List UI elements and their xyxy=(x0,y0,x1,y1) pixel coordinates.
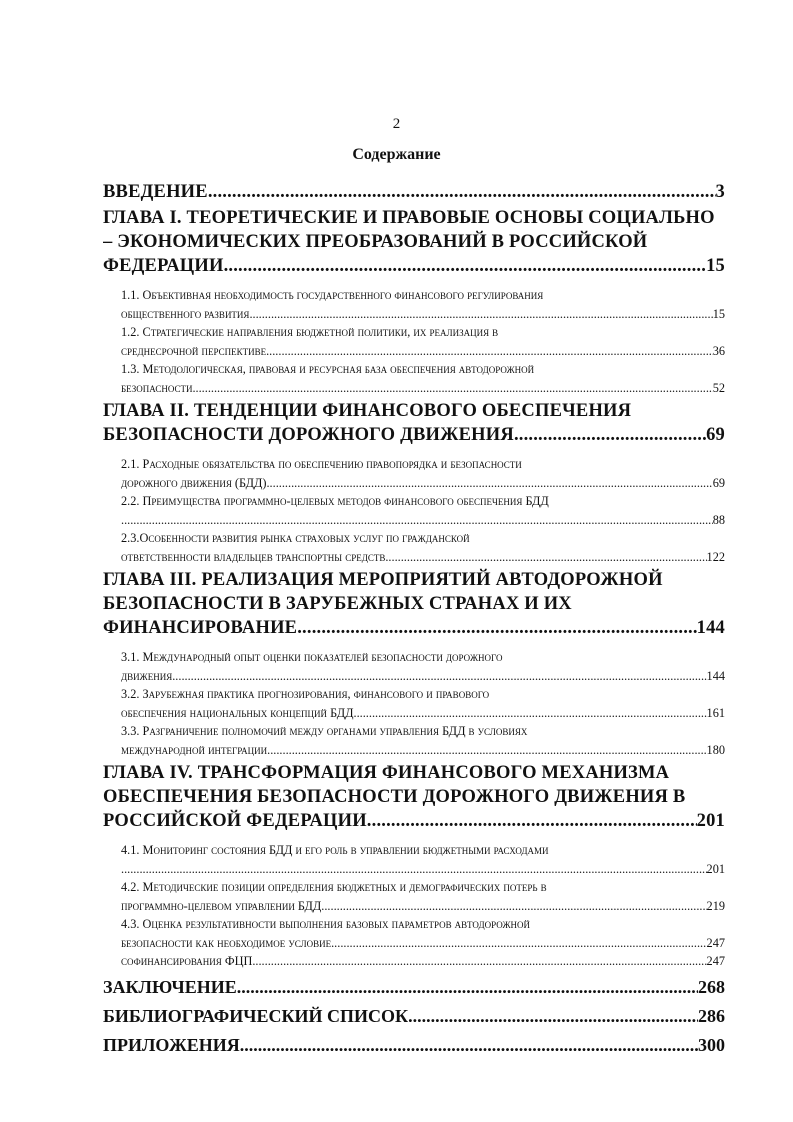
section-title-line: 1.1. Объективная необходимость государственного финансового регулирования xyxy=(121,288,544,302)
dot-leader xyxy=(514,423,706,447)
toc-entry-label: РОССИЙСКОЙ ФЕДЕРАЦИИ xyxy=(103,811,367,831)
section-title-last-line[interactable] xyxy=(121,342,725,361)
section-title-line: 1.2. Стратегические направления бюджетной политики, их реализация в xyxy=(121,325,499,339)
toc-entry-label: общественного развития xyxy=(121,306,250,321)
toc-entry-label: ответственности владельцев транспортны средств xyxy=(121,549,386,564)
toc-entry-page: 286 xyxy=(698,1005,725,1026)
toc-title: Содержание xyxy=(352,146,441,163)
toc-entry-page: 219 xyxy=(706,898,725,913)
section-title-line: 3.3. Разграничение полномочий между органами управления БДД в условиях xyxy=(121,724,528,738)
sections-list xyxy=(103,455,725,566)
section-title-last-line[interactable] xyxy=(121,511,725,530)
section-title-last-line[interactable] xyxy=(121,934,725,953)
toc-section-entry[interactable] xyxy=(121,915,725,952)
toc-entry-page: 201 xyxy=(696,811,725,831)
toc-section-entry[interactable] xyxy=(121,286,725,323)
chapter-title-last-line[interactable] xyxy=(103,423,725,447)
toc-entry-label: среднесрочной перспективе xyxy=(121,343,267,358)
section-title-last-line[interactable] xyxy=(121,667,725,686)
toc-entry-label: движения xyxy=(121,668,173,683)
chapter-heading[interactable] xyxy=(103,206,725,278)
section-title-last-line[interactable] xyxy=(121,474,725,493)
toc-section-entry[interactable] xyxy=(121,685,725,722)
dot-leader xyxy=(354,704,707,723)
toc-section-entry[interactable] xyxy=(121,360,725,397)
dot-leader xyxy=(240,1033,698,1057)
toc-section-entry[interactable] xyxy=(121,648,725,685)
toc-entry-page: 88 xyxy=(712,512,725,527)
dot-leader xyxy=(297,616,696,640)
chapter-block xyxy=(103,399,725,566)
toc-entry-conclusion[interactable] xyxy=(103,975,725,999)
section-title-last-line[interactable] xyxy=(121,741,725,760)
toc-section-entry[interactable] xyxy=(121,878,725,915)
toc-entry-label: БЕЗОПАСНОСТИ ДОРОЖНОГО ДВИЖЕНИЯ xyxy=(103,425,514,445)
dot-leader xyxy=(331,934,706,953)
page-number: 2 xyxy=(392,116,401,132)
dot-leader xyxy=(249,305,712,324)
section-title-last-line[interactable] xyxy=(121,548,725,567)
toc-entry-page: 300 xyxy=(698,1034,725,1055)
toc-section-entry[interactable] xyxy=(121,722,725,759)
section-title-last-line[interactable] xyxy=(121,704,725,723)
section-title-last-line[interactable] xyxy=(121,305,725,324)
toc-entry-label: ВВЕДЕНИЕ xyxy=(103,182,208,202)
toc-entry-page: 247 xyxy=(706,954,725,968)
sections-list xyxy=(103,841,725,971)
toc-entry-page: 3 xyxy=(715,182,725,202)
dot-leader xyxy=(121,860,707,879)
toc-entry-page: 268 xyxy=(698,976,725,997)
chapter-title-line: ГЛАВА IV. ТРАНСФОРМАЦИЯ ФИНАНСОВОГО МЕХАНИЗМА xyxy=(103,763,670,783)
toc-entry-page: 15 xyxy=(706,256,725,276)
section-title-line: 2.1. Расходные обязательства по обеспечению правопорядка и безопасности xyxy=(121,457,522,471)
toc-entry-page: 161 xyxy=(706,705,725,720)
chapter-block xyxy=(103,761,725,971)
chapter-title-line: – ЭКОНОМИЧЕСКИХ ПРЕОБРАЗОВАНИЙ В РОССИЙСКОЙ xyxy=(103,232,648,252)
toc-entry-label: БИБЛИОГРАФИЧЕСКИЙ СПИСОК xyxy=(103,1005,409,1026)
section-title-line: 2.3.Особенности развития рынка страховых услуг по гражданской xyxy=(121,531,470,545)
toc-section-entry[interactable] xyxy=(121,841,725,878)
dot-leader xyxy=(367,809,697,833)
chapter-title-line: ГЛАВА I. ТЕОРЕТИЧЕСКИЕ И ПРАВОВЫЕ ОСНОВЫ СОЦИАЛЬНО xyxy=(103,208,715,228)
dot-leader xyxy=(266,474,712,493)
toc-entry-label: международной интеграции xyxy=(121,742,268,757)
toc-entry-appendices[interactable] xyxy=(103,1033,725,1057)
dot-leader xyxy=(192,379,712,398)
dot-leader xyxy=(252,952,706,971)
dot-leader xyxy=(121,511,713,530)
toc-entry-bibliography[interactable] xyxy=(103,1004,725,1028)
toc-entry-label: ФЕДЕРАЦИИ xyxy=(103,256,224,276)
toc-entry-label: безопасности как необходимое условие xyxy=(121,935,332,950)
toc-section-entry[interactable] xyxy=(121,529,725,566)
section-title-line: 4.3. Оценка результативности выполнения базовых параметров автодорожной xyxy=(121,917,531,931)
chapter-heading[interactable] xyxy=(103,761,725,833)
section-title-line: 1.3. Методологическая, правовая и ресурсная база обеспечения автодорожной xyxy=(121,362,535,376)
toc-entry-page: 69 xyxy=(706,425,725,445)
toc-section-entry[interactable] xyxy=(121,323,725,360)
chapter-block xyxy=(103,568,725,759)
chapter-title-line: БЕЗОПАСНОСТИ В ЗАРУБЕЖНЫХ СТРАНАХ И ИХ xyxy=(103,594,572,614)
chapters-list xyxy=(103,206,725,971)
toc-entry-label: безопасности xyxy=(121,380,193,395)
toc-entry-page: 247 xyxy=(706,935,725,950)
toc-entry-page: 144 xyxy=(706,668,725,683)
chapter-title-last-line[interactable] xyxy=(103,809,725,833)
section-title-last-line[interactable] xyxy=(121,379,725,398)
dot-leader xyxy=(321,897,706,916)
dot-leader xyxy=(385,548,706,567)
toc-entry-introduction[interactable] xyxy=(103,180,725,204)
chapter-title-line: ОБЕСПЕЧЕНИЯ БЕЗОПАСНОСТИ ДОРОЖНОГО ДВИЖЕНИЯ В xyxy=(103,787,686,807)
chapter-heading[interactable] xyxy=(103,568,725,640)
toc-entry-page: 144 xyxy=(696,618,725,638)
toc-entry-page: 201 xyxy=(706,861,725,876)
dot-leader xyxy=(266,342,713,361)
toc-entry-page: 15 xyxy=(712,306,725,321)
dot-leader xyxy=(408,1004,698,1028)
chapter-title-last-line[interactable] xyxy=(103,254,725,278)
section-title-line: 3.1. Международный опыт оценки показателей безопасности дорожного xyxy=(121,650,503,664)
chapter-block xyxy=(103,206,725,397)
toc-entry-label: ЗАКЛЮЧЕНИЕ xyxy=(103,976,237,997)
toc-entry-label: программно-целевом управлении БДД xyxy=(121,898,322,913)
section-title-line: 4.1. Мониторинг состояния БДД и его роль в управлении бюджетными расходами xyxy=(121,843,549,857)
toc-entry-page: 180 xyxy=(706,742,725,757)
table-of-contents xyxy=(103,180,725,1062)
sections-list xyxy=(103,648,725,759)
toc-section-entry[interactable] xyxy=(121,455,725,492)
toc-entry-page: 69 xyxy=(712,475,725,490)
toc-entry-label: софинансирования ФЦП xyxy=(121,954,253,968)
dot-leader xyxy=(267,741,706,760)
section-title-line: 2.2. Преимущества программно-целевых методов финансового обеспечения БДД xyxy=(121,494,549,508)
chapter-heading[interactable] xyxy=(103,399,725,447)
section-title-line: 4.2. Методические позиции определения бюджетных и демографических потерь в xyxy=(121,880,547,894)
section-title-last-line[interactable] xyxy=(121,860,725,879)
toc-entry-page: 52 xyxy=(712,380,725,395)
chapter-title-line: ГЛАВА II. ТЕНДЕНЦИИ ФИНАНСОВОГО ОБЕСПЕЧЕНИЯ xyxy=(103,401,632,421)
dot-leader xyxy=(224,254,707,278)
toc-entry-page: 36 xyxy=(712,343,725,358)
toc-section-entry[interactable] xyxy=(121,492,725,529)
chapter-title-last-line[interactable] xyxy=(103,616,725,640)
sections-list xyxy=(103,286,725,397)
toc-entry-page: 122 xyxy=(706,549,725,564)
section-title-last-line[interactable] xyxy=(121,952,725,971)
toc-entry-label: ПРИЛОЖЕНИЯ xyxy=(103,1034,240,1055)
toc-entry-label: обеспечения национальных концепций БДД xyxy=(121,705,354,720)
section-title-line: 3.2. Зарубежная практика прогнозирования, финансового и правового xyxy=(121,687,490,701)
section-title-last-line[interactable] xyxy=(121,897,725,916)
dot-leader xyxy=(172,667,706,686)
dot-leader xyxy=(208,180,716,204)
toc-section-entry[interactable] xyxy=(121,952,725,971)
dot-leader xyxy=(237,975,698,999)
toc-entry-label: дорожного движения (БДД) xyxy=(121,475,267,490)
chapter-title-line: ГЛАВА III. РЕАЛИЗАЦИЯ МЕРОПРИЯТИЙ АВТОДОРОЖНОЙ xyxy=(103,570,663,590)
toc-entry-label: ФИНАНСИРОВАНИЕ xyxy=(103,618,298,638)
